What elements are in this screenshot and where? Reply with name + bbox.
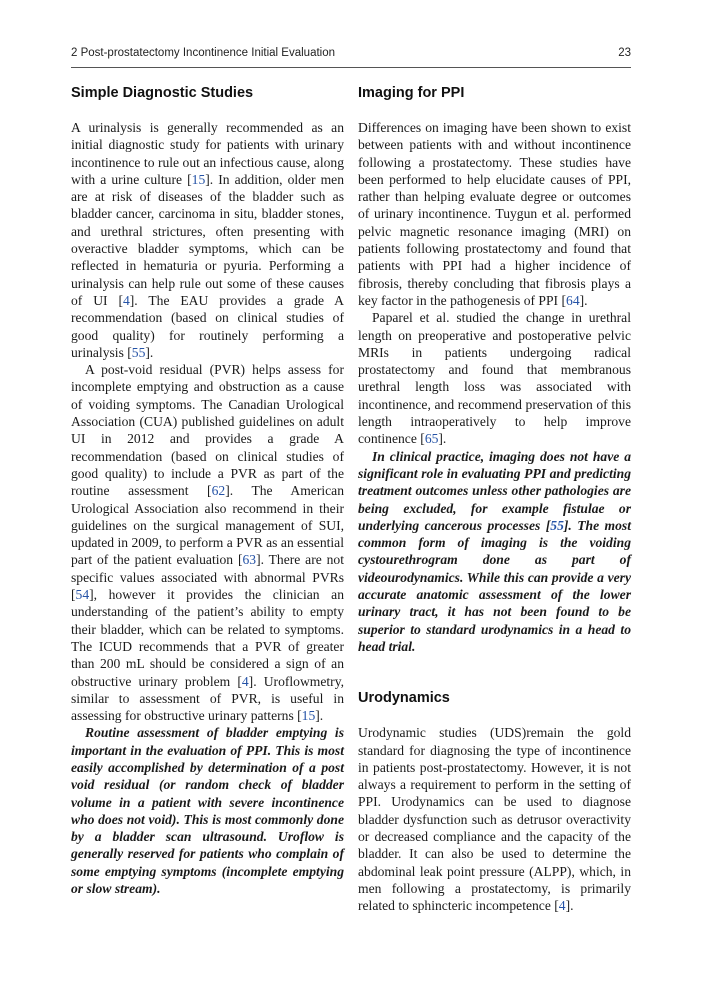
citation-link[interactable]: 55: [550, 517, 564, 533]
section-heading-imaging-for-ppi: Imaging for PPI: [358, 85, 465, 101]
citation-link[interactable]: 4: [241, 673, 249, 689]
citation-link[interactable]: 65: [424, 431, 439, 447]
citation-link[interactable]: 15: [301, 708, 316, 724]
citation-link[interactable]: 63: [242, 552, 257, 568]
citation-link[interactable]: 4: [558, 898, 566, 914]
running-head: [71, 47, 631, 67]
chapter-title: 2 Post-prostatectomy Incontinence Initial Evaluation: [71, 47, 336, 59]
paragraph: A urinalysis is generally recommended as an initial diagnostic study for patients with urinary incontinence to rule out an infectious cause, along with a urine culture [15]. In addition, older men are at risk of diseases of the bladder such as bladder cancer, carcinoma in situ, bladder stones, and urethral strictures, often presenting with overactive bladder symptoms, which can be reflected in hematuria or pyuria. Performing a urinalysis can help rule out some of these causes of UI [4]. The EAU provides a grade A recommendation (based on clinical studies of good quality) for routinely performing a urinalysis [55].: [71, 120, 344, 360]
paragraph: Paparel et al. studied the change in urethral length on preoperative and postoperative pelvic MRIs in patients undergoing radical prostatectomy and found that membranous urethral length loss was associated with incontinence, and recommend preservation of this length intraoperatively to help improve continence [65].: [358, 310, 631, 447]
section-heading-simple-diagnostic-studies: Simple Diagnostic Studies: [71, 85, 254, 101]
left-column: [71, 84, 344, 897]
citation-link[interactable]: 64: [566, 292, 580, 308]
header-rule: [71, 67, 631, 68]
section-heading-urodynamics: Urodynamics: [358, 690, 450, 707]
citation-link[interactable]: 55: [131, 344, 146, 360]
paragraph: A post-void residual (PVR) helps assess for incomplete emptying and obstruction as a cause of voiding symptoms. The Canadian Urological Association (CUA) published guidelines on adult UI in 2012 and provides a grade A recommendation (based on clinical studies of good quality) to include a PVR as part of the routine assessment [62]. The American Urological Association also recommend in their guidelines on the surgical management of SUI, updated in 2009, to perform a PVR as an essential part of the patient evaluation [63]. There are not specific values associated with abnormal PVRs [54], however it provides the clinician an understanding of the patient’s ability to empty their bladder, which can be related to symptoms. The ICUD recommends that a PVR of greater than 200 mL should be considered a sign of an obstructive urinary problem [4]. Uroflowmetry, similar to assessment of PVR, is useful in assessing for obstructive urinary patterns [15].: [71, 362, 345, 724]
paragraph-emphasis: In clinical practice, imaging does not have a significant role in evaluating PPI and predicting treatment outcomes unless other pathologies are being excluded, for example fistulae or underlying cancerous processes [55]. The most common form of imaging is the voiding cystourethrogram done as part of videourodynamics. While this can provide a very accurate anatomic assessment of the lower urinary tract, it has not been found to be superior to standard urodynamics in a head to head trial.: [358, 448, 631, 654]
citation-link[interactable]: 62: [211, 483, 226, 499]
page-number: 23: [618, 47, 631, 59]
citation-link[interactable]: 54: [75, 587, 90, 603]
paragraph: Differences on imaging have been shown to exist between patients with and without incontinence following a prostatectomy. These studies have been performed to help elucidate causes of PPI, rather than helping evaluate degree or outcomes of urinary incontinence. Tuygun et al. performed pelvic magnetic resonance imaging (MRI) on patients following prostatectomy and found that patients with PPI had a higher incidence of fibrosis, thereby concluding that fibrosis plays a key factor in the pathogenesis of PPI [64].: [358, 120, 631, 308]
citation-link[interactable]: 4: [122, 292, 130, 308]
right-column: [358, 84, 631, 914]
paragraph: Urodynamic studies (UDS)remain the gold standard for diagnosing the type of incontinence in patients post-prostatectomy. However, it is not always a requirement to perform in the setting of PPI. Urodynamics can be used to diagnose bladder dysfunction such as detrusor overactivity or decreased compliance and the capacity of the bladder. It can also be used to determine the abdominal leak point pressure (ALPP), which, in men following a prostatectomy, is primarily related to sphincteric incompetence [4].: [358, 725, 631, 914]
section-spacer: [358, 655, 631, 689]
citation-link[interactable]: 15: [191, 171, 206, 187]
paragraph-emphasis: Routine assessment of bladder emptying is important in the evaluation of PPI. This is most easily accomplished by determination of a post void residual (or random check of bladder volume in a patient with severe incontinence who does not void). This is most commonly done by a bladder scan ultrasound. Uroflow is generally reserved for patients who complain of some emptying symptoms (incomplete emptying or slow stream).: [71, 725, 344, 897]
